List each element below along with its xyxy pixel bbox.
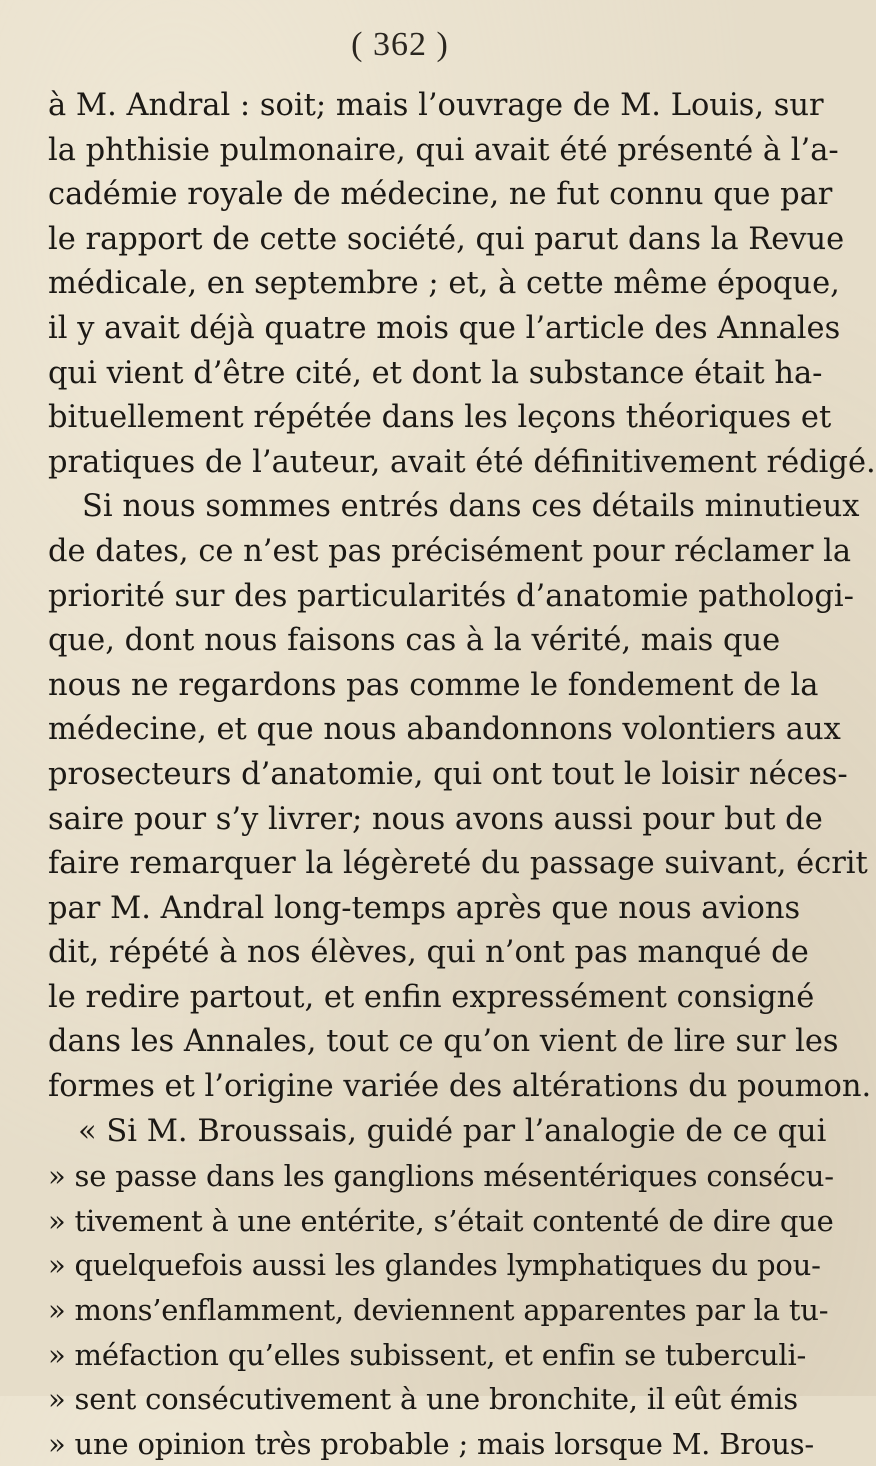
quote-line: » tivement à une entérite, s’était contenté de dire que bbox=[48, 1203, 834, 1238]
quote-line: » se passe dans les ganglions mésentériques consécu- bbox=[48, 1159, 834, 1194]
text-line: le redire partout, et enfin expressément consigné bbox=[48, 979, 815, 1015]
text-line: cadémie royale de médecine, ne fut connu que par bbox=[48, 177, 833, 213]
paragraph-1 bbox=[48, 84, 876, 485]
quote-line: » une opinion très probable ; mais lorsque M. Brous- bbox=[48, 1426, 815, 1461]
text-line: dans les Annales, tout ce qu’on vient de lire sur les bbox=[48, 1024, 839, 1060]
text-line: que, dont nous faisons cas à la vérité, mais que bbox=[48, 623, 781, 659]
paragraph-2 bbox=[48, 485, 872, 1109]
text-line: par M. Andral long-temps après que nous avions bbox=[48, 890, 801, 926]
quote-line: » méfaction qu’elles subissent, et enfin se tuberculi- bbox=[48, 1337, 807, 1372]
text-line: le rapport de cette société, qui parut dans la Revue bbox=[48, 221, 845, 257]
text-line: bituellement répétée dans les leçons théoriques et bbox=[48, 400, 832, 436]
text-line: faire remarquer la légèreté du passage suivant, écrit bbox=[48, 846, 868, 882]
text-line: de dates, ce n’est pas précisément pour réclamer la bbox=[48, 533, 852, 569]
text-line: prosecteurs d’anatomie, qui ont tout le loisir néces- bbox=[48, 756, 848, 792]
text-line: médicale, en septembre ; et, à cette même époque, bbox=[48, 266, 840, 302]
text-line: pratiques de l’auteur, avait été définitivement rédigé. bbox=[48, 444, 876, 480]
quote-line: » quelquefois aussi les glandes lymphatiques du pou- bbox=[48, 1248, 821, 1283]
text-line: la phthisie pulmonaire, qui avait été présenté à l’a- bbox=[48, 132, 839, 168]
text-line: à M. Andral : soit; mais l’ouvrage de M. Louis, sur bbox=[48, 88, 824, 123]
text-line: il y avait déjà quatre mois que l’article des Annales bbox=[48, 310, 841, 346]
quote-line: « Si M. Broussais, guidé par l’analogie de ce qui bbox=[78, 1113, 827, 1149]
quote-line: » sent consécutivement à une bronchite, il eût émis bbox=[48, 1382, 798, 1417]
quotation bbox=[48, 1110, 834, 1466]
text-line: nous ne regardons pas comme le fondement de la bbox=[48, 667, 819, 703]
page-number: ( 362 ) bbox=[351, 26, 449, 63]
text-line: qui vient d’être cité, et dont la substance était ha- bbox=[48, 355, 823, 391]
text-line: médecine, et que nous abandonnons volontiers aux bbox=[48, 712, 841, 748]
text-line: saire pour s’y livrer; nous avons aussi pour but de bbox=[48, 801, 823, 837]
text-line: dit, répété à nos élèves, qui n’ont pas manqué de bbox=[48, 935, 809, 971]
text-line: formes et l’origine variée des altérations du poumon. bbox=[48, 1069, 872, 1105]
text-line: priorité sur des particularités d’anatomie pathologi- bbox=[48, 578, 854, 614]
text-line: Si nous sommes entrés dans ces détails minutieux bbox=[82, 489, 860, 525]
quote-line: » mons’enflamment, deviennent apparentes par la tu- bbox=[48, 1293, 829, 1328]
